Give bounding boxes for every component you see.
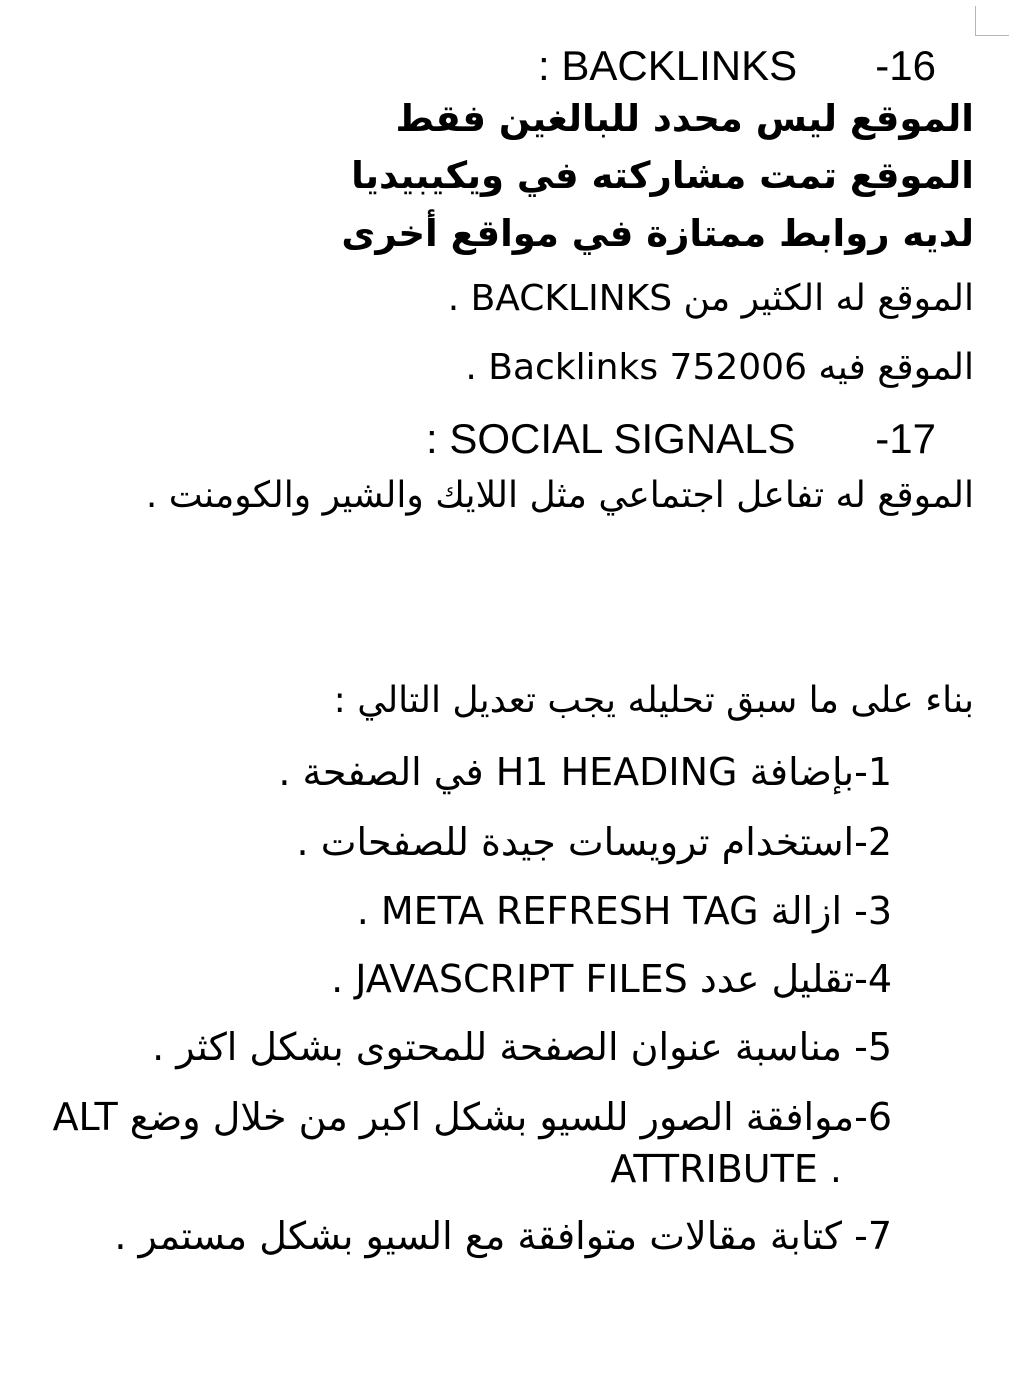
section-16-title: : BACKLINKS [538,42,798,89]
conclusion-item-6-continued: ATTRIBUTE . [610,1147,842,1191]
conclusion-intro: بناء على ما سبق تحليله يجب تعديل التالي : [333,680,974,721]
conclusion-item-4: 4-تقليل عدد JAVASCRIPT FILES . [331,957,892,1001]
conclusion-item-1: 1-بإضافة H1 HEADING في الصفحة . [278,750,892,794]
section-17-note: الموقع له تفاعل اجتماعي مثل اللايك والشير والكومنت . [145,475,974,516]
conclusion-item-2: 2-استخدام ترويسات جيدة للصفحات . [296,820,892,864]
conclusion-item-5: 5- مناسبة عنوان الصفحة للمحتوى بشكل اكثر . [152,1025,892,1069]
conclusion-item-3: 3- ازالة META REFRESH TAG . [356,889,892,933]
section-16-line-2: الموقع تمت مشاركته في ويكيبيديا [351,154,974,197]
section-16-line-3: لديه روابط ممتازة في مواقع أخرى [341,212,974,255]
section-16-number: -16 [875,42,936,89]
conclusion-item-6: 6-موافقة الصور للسيو بشكل اكبر من خلال وضع ALT [52,1095,892,1139]
section-16-heading [538,42,936,89]
section-17-title: : SOCIAL SIGNALS [426,415,796,462]
conclusion-item-7: 7- كتابة مقالات متوافقة مع السيو بشكل مستمر . [114,1214,892,1258]
section-17-heading [426,415,936,462]
page-corner-mark [975,6,1009,36]
section-17-number: -17 [875,415,936,462]
section-16-note-2: الموقع فيه Backlinks 752006 . [465,347,974,388]
section-16-line-1: الموقع ليس محدد للبالغين فقط [395,97,974,140]
section-16-note-1: الموقع له الكثير من BACKLINKS . [447,278,974,319]
